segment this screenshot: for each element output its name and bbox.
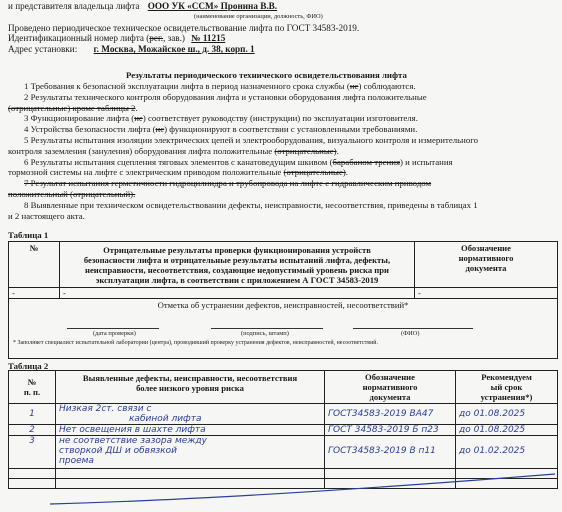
sig-date-caption: (дата проверки) (93, 330, 136, 337)
result-item-7-cont: положительный (отрицательный). (8, 188, 136, 199)
row2-term: до 01.08.2025 (456, 425, 558, 436)
inspection-line: Проведено периодическое техническое освидетельствование лифта по ГОСТ 34583-2019. (8, 23, 360, 33)
owner-rep-prefix: и представителя владельца лифта (8, 1, 140, 11)
result-item-8-cont: и 2 настоящего акта. (8, 210, 85, 221)
row2-no: 2 (9, 425, 56, 436)
address-label: Адрес установки: (8, 44, 78, 54)
row1-no: 1 (9, 404, 56, 425)
row1-desc: Низкая 2ст. связи с кабиной лифта (56, 404, 325, 425)
table2-caption: Таблица 2 (8, 361, 49, 371)
result-item-2: 2 Результаты технического контроля оборудования лифта и установки оборудования лифта положительные (24, 91, 427, 102)
result-item-8: 8 Выявленные при техническом освидетельствовании дефекты, неисправности, несоответствия, приведены в таблицах 1 (24, 199, 478, 210)
table2-col-doc: Обозначение нормативного документа (325, 371, 456, 404)
row3-no: 3 (9, 436, 56, 469)
table1-col-desc: Отрицательные результаты проверки функционирования устройств безопасности лифта и отрицательные результаты испытаний лифта, дефекты, неисправности, несоответствия, создающие недопустимый уровень риска при эксплуатации лифта, в соответствии с приложением А ГОСТ 34583-2019 (60, 242, 415, 288)
table1-footnote: * Заполняет специалист испытательной лаборатории (центра), проводивший проверку устранения дефектов, неисправностей, несоответствий. (13, 340, 379, 346)
row1-doc: ГОСТ34583-2019 ВА47 (325, 404, 456, 425)
result-item-5: 5 Результаты испытания изоляции электрических цепей и электрооборудования, визуального контроля и измерительного (24, 134, 479, 145)
address-value: г. Москва, Можайское ш., д. 38, корп. 1 (93, 44, 255, 54)
row3-doc: ГОСТ34583-2019 В п11 (325, 436, 456, 469)
row3-term: до 01.02.2025 (456, 436, 558, 469)
row2-desc: Нет освещения в шахте лифта (56, 425, 325, 436)
sig-fio-caption: (ФИО) (401, 330, 420, 337)
table2-col-term: Рекомендуем ый срок устранения*) (456, 371, 558, 404)
result-item-6-cont: тормозной системы на лифте с электрическим приводом положительные (отрицательные). (8, 167, 348, 178)
table2-col-no: № п. п. (9, 371, 56, 404)
result-item-4: 4 Устройства безопасности лифта (не) функционируют в соответствии с установленными требованиями. (24, 124, 418, 135)
row1-term: до 01.08.2025 (456, 404, 558, 425)
table1-cell-doc: - (415, 288, 558, 299)
id-strike: рег. (149, 33, 163, 43)
table1-caption: Таблица 1 (8, 230, 49, 240)
table1-col-doc: Обозначение нормативного документа (415, 242, 558, 288)
row2-doc: ГОСТ 34583-2019 Б п23 (325, 425, 456, 436)
table1-col-no: № (9, 242, 60, 288)
lift-id-value: № 11215 (191, 33, 226, 43)
id-label: Идентификационный номер лифта ( (8, 33, 150, 43)
result-item-5-cont: контроля заземления (зануления) оборудования лифта положительные (отрицательные). (8, 145, 339, 156)
row3-desc: не соответствие зазора между створкой ДШ и обвязкой проема (56, 436, 325, 469)
sig-sign-caption: (подпись, штамп) (241, 330, 289, 337)
result-item-1: 1 Требования к безопасной эксплуатации лифта в период назначенного срока службы (не) соблюдаются. (24, 81, 416, 91)
table1-cell-desc: - (60, 288, 415, 299)
owner-rep-caption: (наименование организации, должность, ФИО) (194, 13, 323, 20)
table1-cell-no: - (9, 288, 60, 299)
result-item-2-cont: (отрицательные) кроме таблицы 2. (8, 102, 138, 113)
owner-rep-value: ООО УК «ССМ» Пронина В.В. (147, 1, 278, 11)
result-item-7: 7 Результат испытания герметичности гидроцилиндра и трубопровода на лифте с гидравлическим приводом (24, 178, 432, 189)
id-label-tail: , зав.) (163, 33, 185, 43)
result-item-6: 6 Результаты испытания сцепления тяговых элементов с канатоведущим шкивом (барабаном трения) и испытания (24, 156, 453, 167)
result-item-3: 3 Функционирование лифта (не) соответствует руководству (инструкции) по эксплуатации изготовителя. (24, 113, 418, 124)
table1-fix-note: Отметка об устранении дефектов, неисправностей, несоответствий* (157, 300, 409, 310)
results-title: Результаты периодического технического освидетельствования лифта (126, 70, 407, 80)
table2-col-desc: Выявленные дефекты, неисправности, несоответствия более низкого уровня риска (56, 371, 325, 404)
